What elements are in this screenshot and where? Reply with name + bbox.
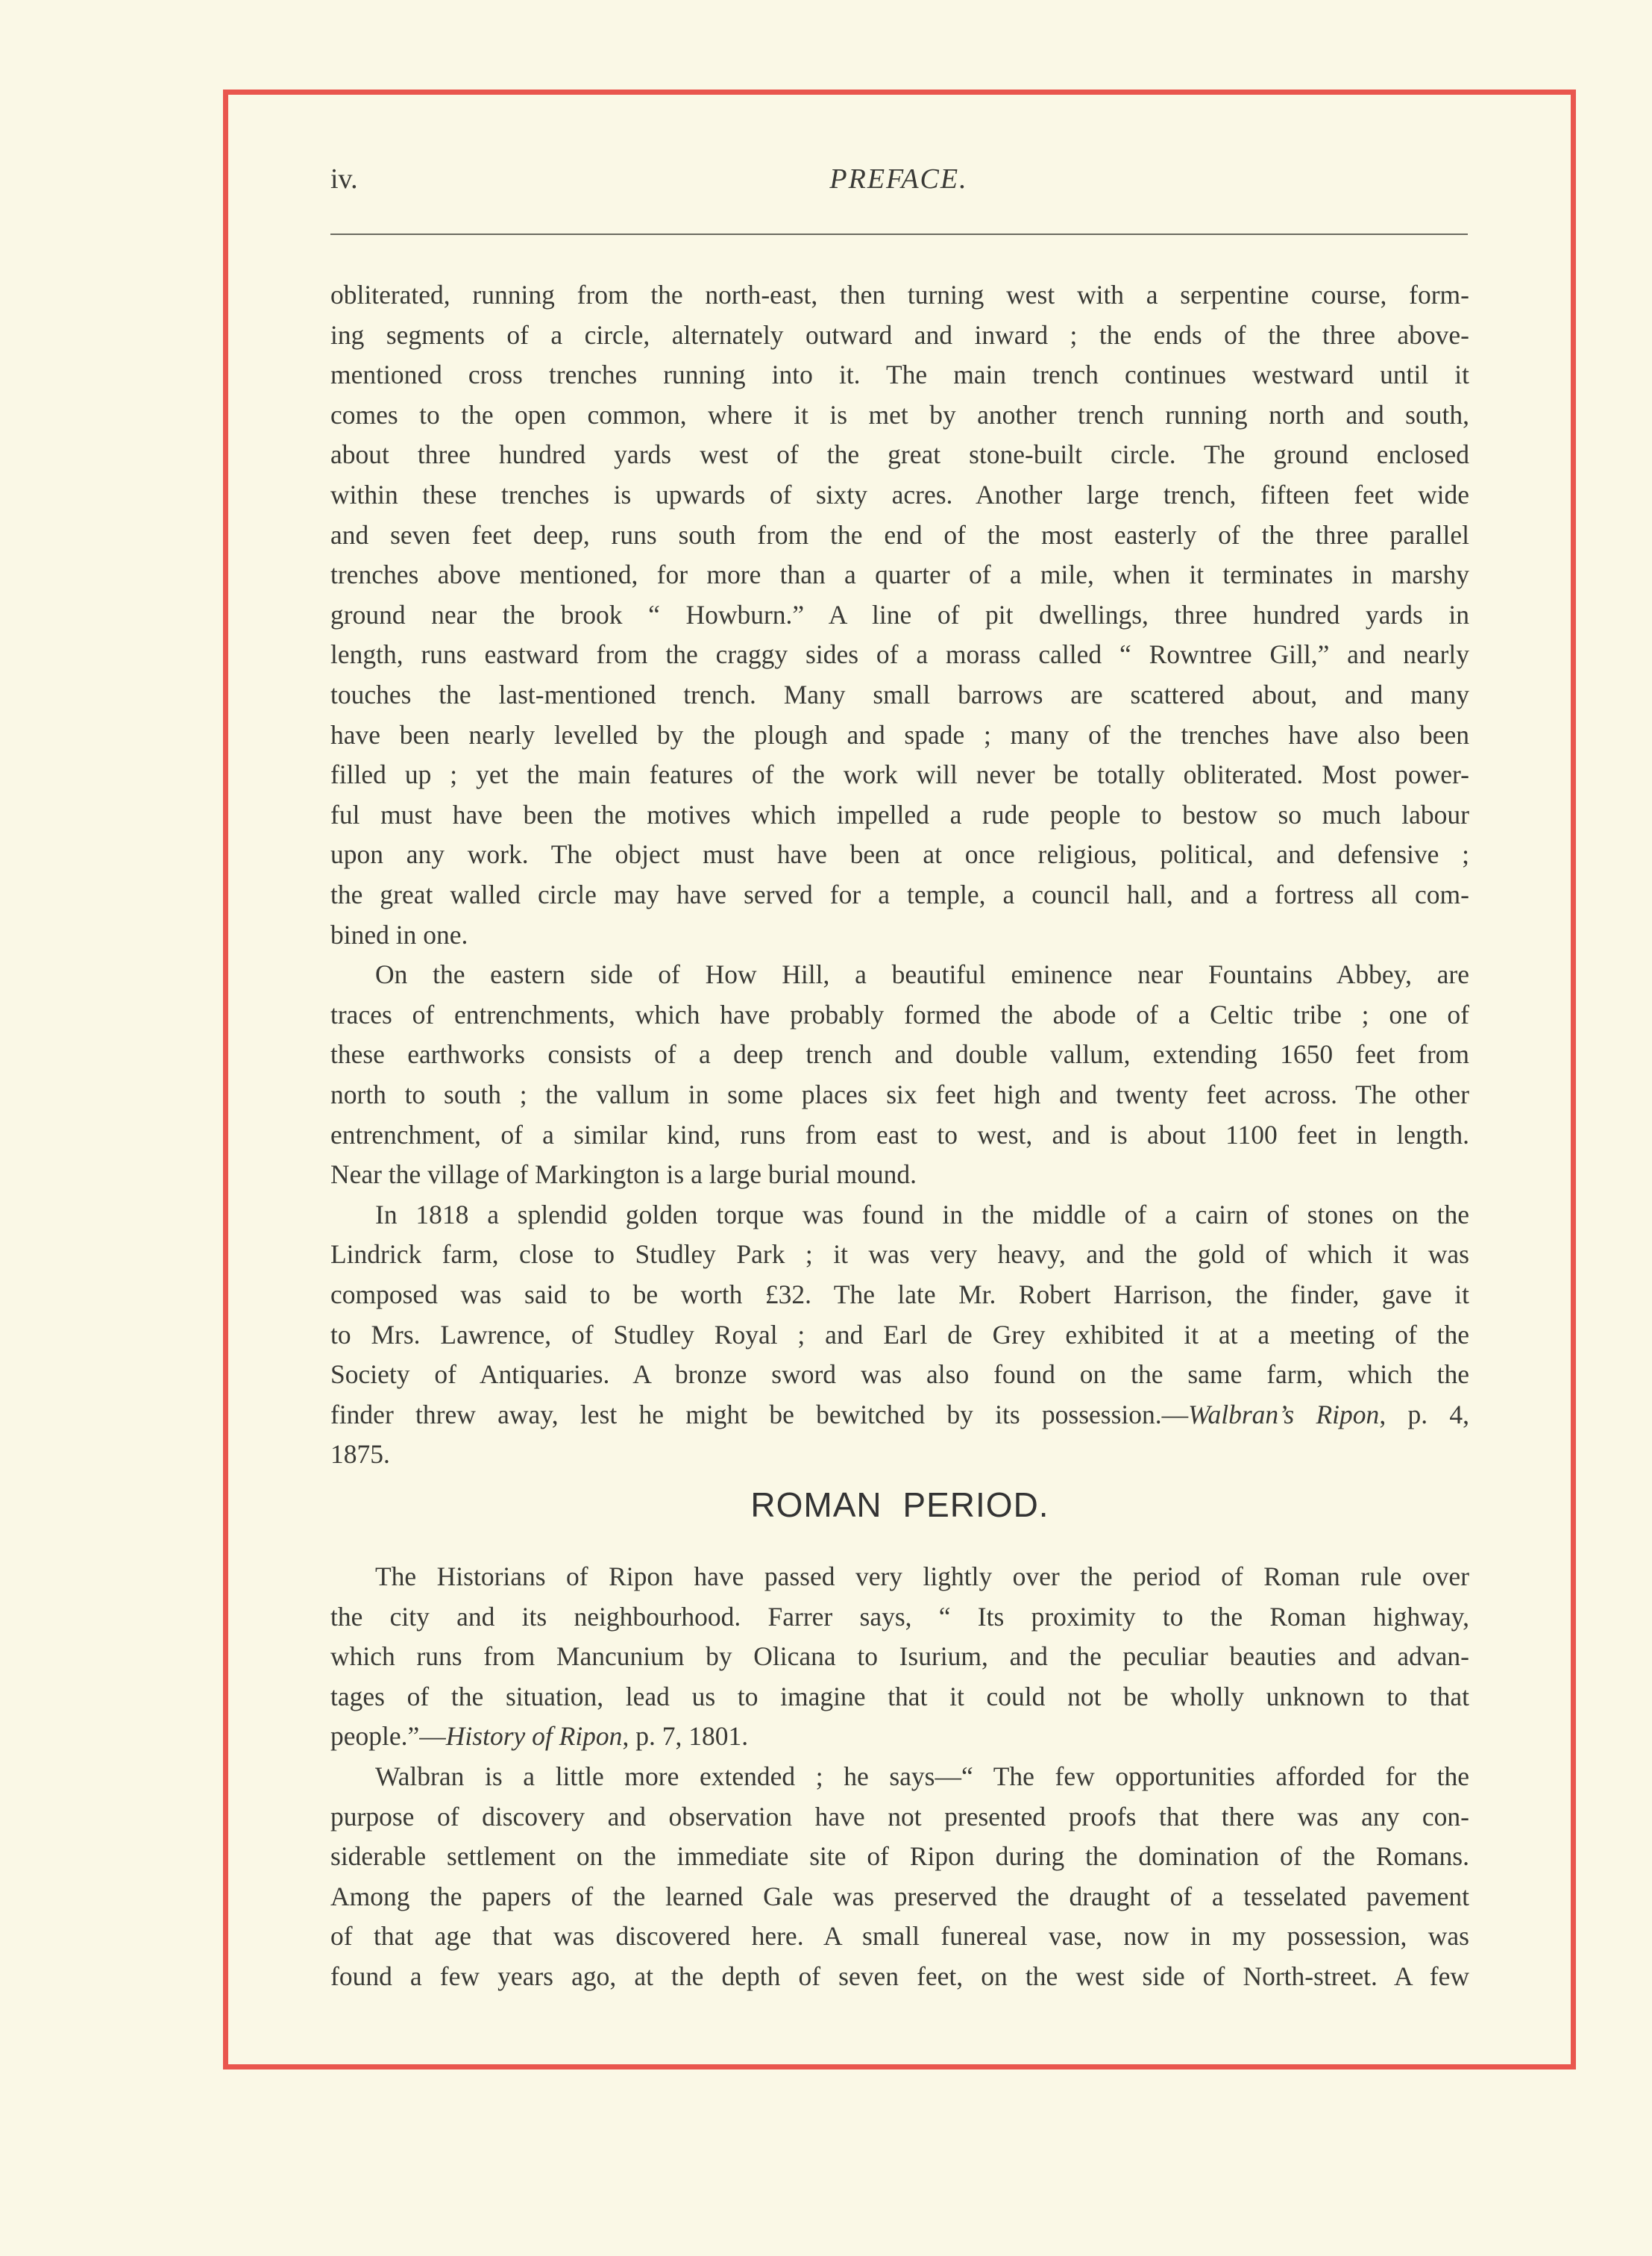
text-line <box>330 434 1469 474</box>
text-segment: purpose of discovery and observation have not presented proofs that there was any con- <box>330 1801 1469 1832</box>
text-line <box>375 1556 1469 1597</box>
text-line <box>330 1394 1469 1435</box>
text-line <box>330 1916 1469 1956</box>
text-line <box>330 874 1469 915</box>
text-line <box>330 1956 1469 1996</box>
text-line <box>330 1274 1469 1315</box>
text-line <box>330 1234 1469 1274</box>
text-segment: within these trenches is upwards of sixty acres. Another large trench, fifteen feet wide <box>330 480 1469 510</box>
text-line <box>330 315 1469 355</box>
text-line <box>330 354 1469 395</box>
text-segment: composed was said to be worth £32. The late Mr. Robert Harrison, the finder, gave it <box>330 1279 1469 1309</box>
text-line <box>375 954 1469 994</box>
text-segment: Lindrick farm, close to Studley Park ; it was very heavy, and the gold of which it was <box>330 1239 1469 1270</box>
text-segment: obliterated, running from the north-east, then turning west with a serpentine course, form- <box>330 280 1469 310</box>
text-segment: which runs from Mancunium by Olicana to Isurium, and the peculiar beauties and advan- <box>330 1641 1469 1672</box>
text-line <box>330 595 1469 635</box>
text-line <box>330 834 1469 874</box>
text-segment: siderable settlement on the immediate site of Ripon during the domination of the Romans. <box>330 1841 1469 1872</box>
text-line <box>330 1636 1469 1676</box>
text-line <box>330 674 1469 715</box>
citation-title: History of Ripon <box>445 1721 623 1752</box>
text-line <box>330 1115 1469 1155</box>
text-segment: Near the village of Markington is a large burial mound. <box>330 1159 917 1190</box>
text-segment: ground near the brook “ Howburn.” A line of pit dwellings, three hundred yards in <box>330 599 1469 630</box>
text-line <box>330 1315 1469 1355</box>
text-segment: comes to the open common, where it is met by another trench running north and south, <box>330 399 1469 430</box>
text-segment: and seven feet deep, runs south from the end of the most easterly of the three parallel <box>330 519 1469 550</box>
text-segment: about three hundred yards west of the great stone-built circle. The ground enclosed <box>330 439 1469 470</box>
text-line <box>330 1676 1469 1717</box>
text-segment: to Mrs. Lawrence, of Studley Royal ; and Earl de Grey exhibited it at a meeting of the <box>330 1319 1469 1350</box>
text-line <box>330 1876 1469 1917</box>
text-line <box>330 515 1469 555</box>
text-segment: traces of entrenchments, which have probably formed the abode of a Celtic tribe ; one of <box>330 999 1469 1030</box>
text-line <box>330 395 1469 435</box>
section-heading: ROMAN PERIOD. <box>750 1485 1049 1524</box>
text-line <box>330 795 1469 835</box>
text-segment: ful must have been the motives which impelled a rude people to bestow so much labour <box>330 799 1469 830</box>
text-segment: the city and its neighbourhood. Farrer says, “ Its proximity to the Roman highway, <box>330 1601 1469 1632</box>
text-segment: , p. 7, 1801. <box>622 1721 749 1752</box>
text-line <box>330 474 1469 515</box>
text-line <box>330 1716 1469 1756</box>
text-line <box>330 1154 1469 1194</box>
text-segment: length, runs eastward from the craggy sides of a morass called “ Rowntree Gill,” and nearly <box>330 639 1469 670</box>
text-segment: Walbran is a little more extended ; he says—“ The few opportunities afforded for the <box>375 1761 1469 1791</box>
text-segment: tages of the situation, lead us to imagine that it could not be wholly unknown to that <box>330 1681 1469 1711</box>
text-segment: upon any work. The object must have been at once religious, political, and defensive ; <box>330 839 1469 870</box>
text-segment: people.”— <box>330 1721 446 1752</box>
text-line <box>330 1034 1469 1074</box>
text-segment: bined in one. <box>330 919 468 950</box>
text-line <box>330 634 1469 674</box>
text-segment: The Historians of Ripon have passed very lightly over the period of Roman rule over <box>375 1561 1469 1591</box>
text-line <box>330 1597 1469 1637</box>
text-segment: these earthworks consists of a deep trench and double vallum, extending 1650 feet from <box>330 1039 1469 1070</box>
text-segment: trenches above mentioned, for more than a quarter of a mile, when it terminates in marshy <box>330 560 1469 590</box>
text-line <box>330 754 1469 795</box>
text-segment: ing segments of a circle, alternately outward and inward ; the ends of the three above- <box>330 319 1469 350</box>
text-line <box>330 554 1469 595</box>
text-segment: 1875. <box>330 1439 390 1470</box>
text-line <box>330 1354 1469 1394</box>
text-segment: have been nearly levelled by the plough and spade ; many of the trenches have also been <box>330 719 1469 750</box>
text-segment: finder threw away, lest he might be bewitched by its possession.— <box>330 1399 1189 1429</box>
header-rule <box>330 234 1468 235</box>
text-segment: north to south ; the vallum in some places six feet high and twenty feet across. The other <box>330 1080 1469 1109</box>
text-line <box>330 715 1469 755</box>
text-segment: the great walled circle may have served for a temple, a council hall, and a fortress all com- <box>330 880 1469 909</box>
text-line <box>330 1796 1469 1837</box>
citation-title: Walbran’s Ripon <box>1188 1399 1380 1429</box>
text-segment: In 1818 a splendid golden torque was found in the middle of a cairn of stones on the <box>375 1199 1469 1229</box>
text-segment: of that age that was discovered here. A small funereal vase, now in my possession, was <box>330 1921 1469 1952</box>
text-line <box>330 1836 1469 1876</box>
text-line <box>330 1434 1469 1474</box>
text-line <box>330 994 1469 1035</box>
text-segment: Among the papers of the learned Gale was preserved the draught of a tesselated pavement <box>330 1881 1469 1911</box>
text-segment: entrenchment, of a similar kind, runs from east to west, and is about 1100 feet in length. <box>330 1119 1469 1150</box>
text-line <box>375 1756 1469 1796</box>
text-segment: found a few years ago, at the depth of seven feet, on the west side of North-street. A few <box>330 1961 1469 1991</box>
text-line <box>330 915 1469 955</box>
text-line <box>330 1074 1469 1115</box>
text-segment: , p. 4, <box>1379 1399 1469 1429</box>
text-line <box>375 1194 1469 1235</box>
page-number: iv. <box>330 163 358 195</box>
running-title: PREFACE. <box>829 163 968 195</box>
text-line <box>330 275 1469 315</box>
text-segment: mentioned cross trenches running into it. The main trench continues westward until it <box>330 360 1469 390</box>
text-segment: filled up ; yet the main features of the work will never be totally obliterated. Most power- <box>330 759 1469 790</box>
text-segment: Society of Antiquaries. A bronze sword was also found on the same farm, which the <box>330 1359 1469 1390</box>
text-segment: touches the last-mentioned trench. Many small barrows are scattered about, and many <box>330 680 1469 709</box>
text-segment: On the eastern side of How Hill, a beautiful eminence near Fountains Abbey, are <box>375 959 1469 990</box>
